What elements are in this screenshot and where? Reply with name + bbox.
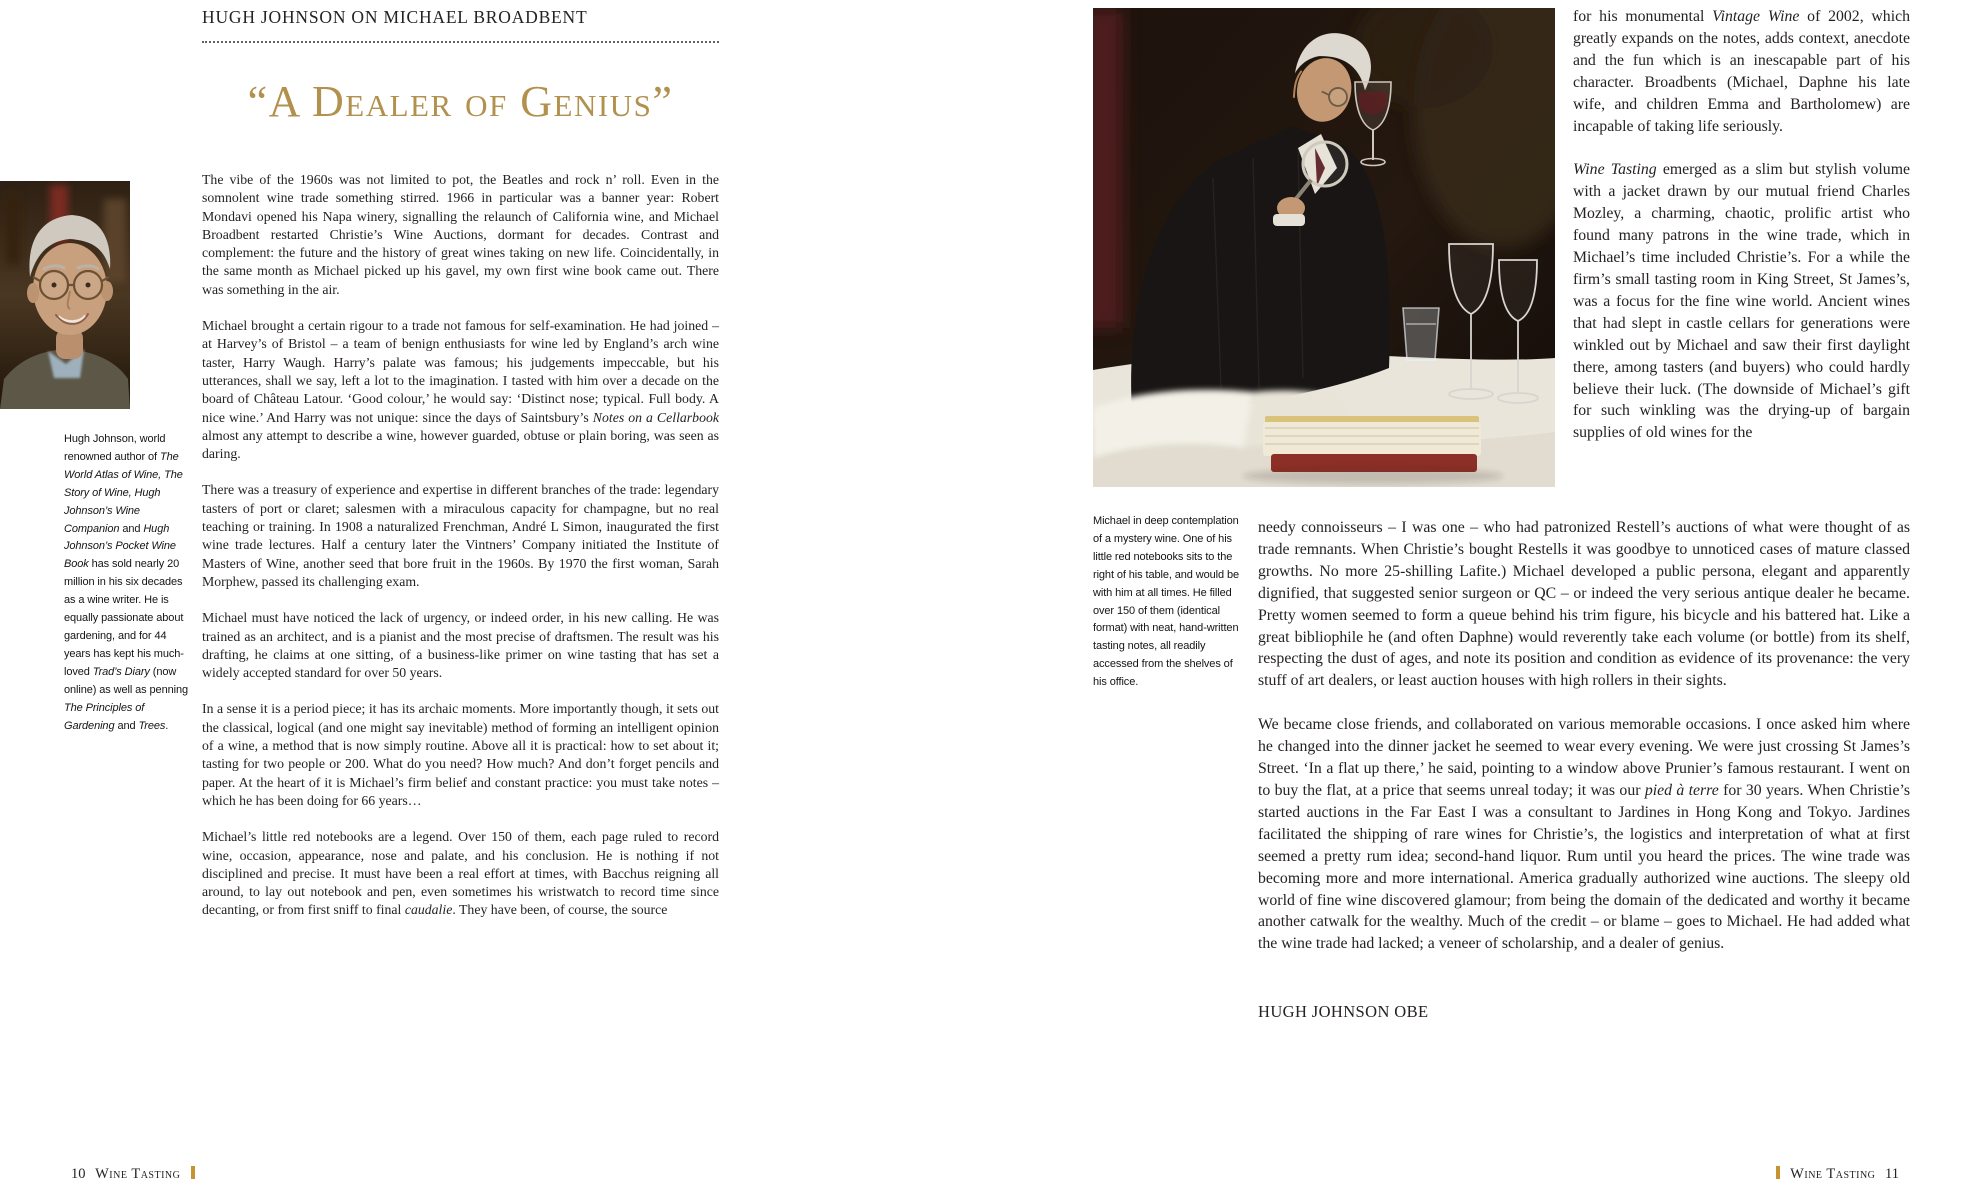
article-body-right-column [1573,6,1910,466]
kicker: HUGH JOHNSON ON MICHAEL BROADBENT [202,7,588,27]
footer-gold-bar-icon [191,1166,195,1179]
article-body-wide [1258,517,1910,1023]
dotted-rule [202,41,719,43]
right-page-footer [1776,1166,1905,1183]
michael-broadbent-tasting-illustration [1093,8,1555,487]
hugh-johnson-portrait-illustration [0,181,130,409]
author-portrait-photo [0,181,130,409]
paragraph: for his monumental Vintage Wine of 2002, which greatly expands on the notes, adds context, anecdote and the fun which is an inescapable part of his character. Broadbents (Michael, Daphne his late wife, and children Emma and Bartholomew) are incapable of taking life seriously. [1573,8,1911,135]
paragraph: Michael must have noticed the lack of urgency, or indeed order, in his new calling. He was trained as an architect, and is a pianist and the most precise of draftsmen. The result was his drafting, he claims at one sitting, of a business-like primer on wine tasting that has set a widely accepted standard for over 50 years. [202,610,719,681]
running-book-title: Wine Tasting [1790,1166,1876,1182]
signature: HUGH JOHNSON OBE [1258,1002,1429,1022]
page-number: 10 [71,1166,86,1182]
paragraph: needy connoisseurs – I was one – who had patronized Restell’s auctions of what were thought of as trade remnants. When Christie’s bought Restells it was goodbye to unnoticed cases of mature classed growths. No more 25-shilling Lafite.) Michael developed a public persona, elegant and apparently dignified, that suggested senior surgeon or QC – or indeed the very serious antique dealer he became. Pretty women seemed to form a queue behind his trim figure, his bicycle and his battered hat. Like a great bibliophile he (and often Daphne) would reverently take each volume (or bottle) from its shelf, respecting the dust of ages, and note its position and condition as evidence of its provenance: the very stuff of art dealers, or least auction houses with high rollers in their sights. [1258,519,1910,690]
footer-gold-bar-icon [1776,1166,1780,1179]
paragraph: Wine Tasting emerged as a slim but stylish volume with a jacket drawn by our mutual friend Charles Mozley, a charming, chaotic, prolific artist who found many patrons in the wine trade, which in Michael’s time included Christie’s. For a while the firm’s small tasting room in King Street, St James’s, was a focus for the fine wine world. Ancient wines that had slept in castle cellars for generations were winkled out by Michael and saw their first daylight there, among tasters (and buyers) who could hardly believe their luck. (The downside of Michael’s gift for such winkling was the drying-up of bargain supplies of old wines for the [1573,161,1910,442]
paragraph: In a sense it is a period piece; it has its archaic moments. More importantly though, it sets out the classical, logical (and one might say inevitable) method of forming an intelligent opinion of a wine, a method that is now simply routine. Above all it is practical: how to set about it; tasting for two people or 200. What do you need? How much? And don’t forget pencils and paper. At the heart of it is Michael’s firm belief and constant practice: you must take notes – which he has been doing for 66 years… [202,701,719,808]
running-book-title: Wine Tasting [95,1166,181,1182]
article-body-left [202,171,719,938]
broadbent-photo [1093,8,1555,487]
page-number: 11 [1885,1166,1899,1182]
paragraph: Michael’s little red notebooks are a legend. Over 150 of them, each page ruled to record wine, occasion, appearance, nose and palate, and his conclusion. He is nothing if not disciplined and precise. It must have been a real effort at times, with Bacchus reigning all around, to lay out notebook and pen, even sometimes his wristwatch to record time since decanting, or from first sniff to final caudalie. They have been, of course, the source [202,829,719,918]
article-title: “A Dealer of Genius” [247,77,674,126]
paragraph: There was a treasury of experience and expertise in different branches of the trade: legendary tasters of port or claret; salesmen with a miraculous capacity for champagne, but no real teaching or training. In 1908 a naturalized Frenchman, André L Simon, inaugurated the first wine trade lectures. Half a century later the Vintners’ Company initiated the Institute of Masters of Wine, another seed that bore fruit in the 1960s. By 1970 the first woman, Sarah Morphew, passed its challenging exam. [202,482,719,589]
paragraph: Michael brought a certain rigour to a trade not famous for self-examination. He had joined – at Harvey’s of Bristol – a team of benign enthusiasts for wine led by England’s arch wine taster, Harry Waugh. Harry’s palate was famous; his judgements impeccable, but his utterances, shall we say, left a lot to the imagination. I tasted with him over a decade on the board of Château Latour. ‘Good colour,’ he would say: ‘Distinct nose; typical. Full body. A nice wine.’ And Harry was not unique: since the days of Saintsbury’s Notes on a Cellarbook almost any attempt to describe a wine, however guarded, obtuse or plain boring, was seen as daring. [202,318,719,462]
paragraph: The vibe of the 1960s was not limited to pot, the Beatles and rock n’ roll. Even in the somnolent wine trade something stirred. 1966 in particular was a banner year: Robert Mondavi opened his Napa winery, signalling the relaunch of California wine, and Michael Broadbent restarted Christie’s Wine Auctions, dormant for decades. Contrast and complement: the future and the history of great wines taking on new life. Coincidentally, in the same month as Michael picked up his gavel, my own first wine book came out. There was something in the air. [202,172,719,297]
right-page [983,0,1966,1200]
paragraph: We became close friends, and collaborated on various memorable occasions. I once asked him where he changed into the dinner jacket he seemed to wear every evening. We were just crossing St James’s Street. ‘In a flat up there,’ he said, pointing to a window above Prunier’s famous restaurant. I went on to buy the flat, at a price that seems unreal today; it was our pied à terre for 30 years. When Christie’s started auctions in the Far East I was a consultant to Jardines in Hong Kong and Tokyo. Jardines facilitated the shipping of rare wines for Christie’s, the logistics and interpretation of what at first seemed a pretty rum idea; second-hand liquor. Rum until you heard the prices. The wine trade was becoming more and more international. America gradually authorized wine auctions. The sleepy old world of fine wine discovered glamour; from being the domain of the dedicated and worthy it became another catwalk for the wealthy. Much of the credit – or blame – goes to Michael. He had added what the wine trade had lacked; a veneer of scholarship, and a dealer of genius. [1258,716,1910,953]
photo-caption: Michael in deep contemplation of a mystery wine. One of his little red notebooks sits to the right of his table, and would be with him at all times. He filled over 150 of them (identical format) with neat, hand-written tasting notes, all readily accessed from the shelves of his office. [1093,515,1240,689]
left-page-footer [65,1166,195,1183]
author-bio-caption: Hugh Johnson, world renowned author of The World Atlas of Wine, The Story of Wine, Hugh Johnson’s Wine Companion and Hugh Johnson’s Pocket Wine Book has sold nearly 20 million in his six decades as a wine writer. He is equally passionate about gardening, and for 44 years has kept his much-loved Trad’s Diary (now online) as well as penning The Principles of Gardening and Trees. [64,433,188,732]
